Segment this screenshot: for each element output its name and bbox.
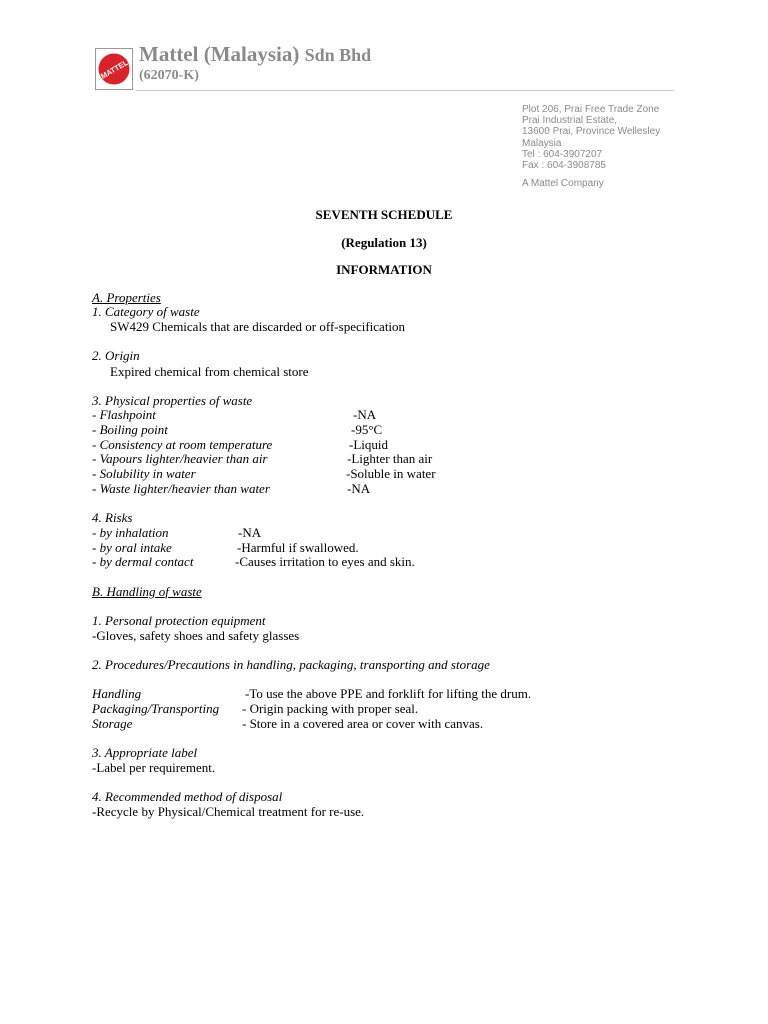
physical-row-value: -Lighter than air [347,451,433,466]
procedure-row-value: - Origin packing with proper seal. [242,701,419,716]
physical-row-label: - Flashpoint [92,407,156,422]
ppe-label: 1. Personal protection equipment [92,613,266,628]
address-line: Fax : 604-3908785 [522,160,606,172]
label-requirement-label: 3. Appropriate label [92,745,198,760]
physical-row-label: - Boiling point [92,422,168,437]
company-name [139,42,371,67]
mattel-logo [95,48,133,90]
section-a-heading: A. Properties [92,290,161,305]
disposal-value: -Recycle by Physical/Chemical treatment for re-use. [92,804,365,819]
disposal-label: 4. Recommended method of disposal [92,789,283,804]
label-requirement-value: -Label per requirement. [92,760,216,775]
risks-label: 4. Risks [92,510,133,525]
address-line: Malaysia [522,137,562,149]
mattel-logo-icon [96,49,132,89]
origin-value: Expired chemical from chemical store [110,364,309,379]
risk-row-label: - by dermal contact [92,554,194,569]
procedure-row-value: -To use the above PPE and forklift for lifting the drum. [245,686,532,701]
physical-row-value: -NA [347,481,371,496]
ppe-value: -Gloves, safety shoes and safety glasses [92,628,300,643]
regulation-title: (Regulation 13) [341,235,427,250]
registration-number: (62070-K) [139,68,199,83]
address-line: 13600 Prai, Province Wellesley [522,126,661,138]
physical-row-label: - Consistency at room temperature [92,437,273,452]
physical-row-label: - Solubility in water [92,466,196,481]
logo-text: MATTEL [99,58,130,81]
procedure-row-label: Packaging/Transporting [92,701,220,716]
risk-row-value: -Causes irritation to eyes and skin. [235,554,415,569]
risk-row-value: -NA [238,525,262,540]
schedule-title: SEVENTH SCHEDULE [315,207,453,222]
procedure-row-label: Storage [92,716,133,731]
procedures-label: 2. Procedures/Precautions in handling, packaging, transporting and storage [92,657,490,672]
physical-row-label: - Waste lighter/heavier than water [92,481,270,496]
address-line: Prai Industrial Estate, [522,115,618,127]
physical-row-value: -Soluble in water [346,466,436,481]
parent-company-line: A Mattel Company [522,178,604,190]
risk-row-value: -Harmful if swallowed. [237,540,359,555]
address-line: Plot 206, Prai Free Trade Zone [522,104,660,115]
information-title: INFORMATION [336,262,432,277]
section-b-heading: B. Handling of waste [92,584,202,599]
company-address [522,104,660,189]
header-divider [136,90,674,91]
company-name-suffix: Sdn Bhd [304,45,372,65]
procedure-row-value: - Store in a covered area or cover with canvas. [242,716,484,731]
address-line: Tel : 604-3907207 [522,148,603,160]
physical-row-label: - Vapours lighter/heavier than air [92,451,268,466]
company-name-main: Mattel (Malaysia) [139,42,300,66]
origin-label: 2. Origin [92,348,140,363]
procedure-row-label: Handling [92,686,142,701]
category-value: SW429 Chemicals that are discarded or off-specification [110,319,406,334]
physical-row-value: -NA [353,407,377,422]
risk-row-label: - by inhalation [92,525,169,540]
category-label: 1. Category of waste [92,304,200,319]
physical-row-value: -95°C [351,422,383,437]
physical-row-value: -Liquid [349,437,388,452]
risk-row-label: - by oral intake [92,540,172,555]
physical-properties-label: 3. Physical properties of waste [92,393,253,408]
